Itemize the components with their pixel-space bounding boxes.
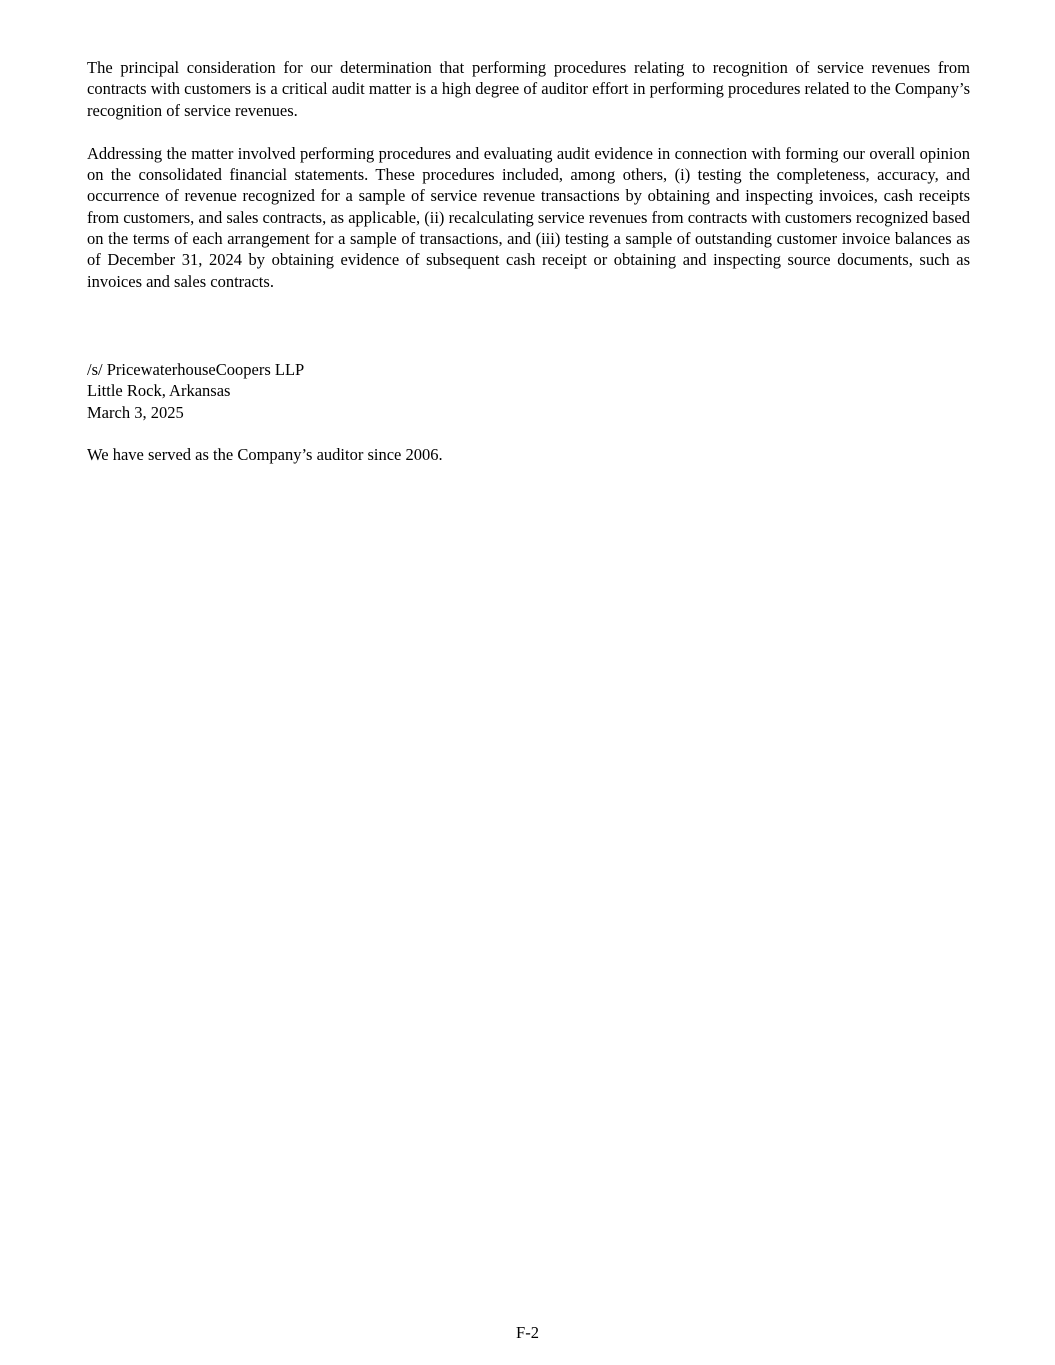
paragraph-critical-audit-matter-consideration: The principal consideration for our determination that performing procedures relating to recognition of service revenues from contracts with customers is a critical audit matter is a high degree of auditor effort in performing procedures related to the Company’s recognition of service revenues. xyxy=(87,58,970,120)
page-content xyxy=(0,0,1055,465)
auditor-tenure-note: We have served as the Company’s auditor since 2006. xyxy=(87,444,443,464)
page-number: F-2 xyxy=(516,1322,539,1342)
signature-block xyxy=(87,359,970,423)
paragraph-addressing-the-matter: Addressing the matter involved performing procedures and evaluating audit evidence in connection with forming our overall opinion on the consolidated financial statements. These procedures included, among others, (i) testing the completeness, accuracy, and occurrence of revenue recognized for a sample of service revenue transactions by obtaining and inspecting invoices, cash receipts from customers, and sales contracts, as applicable, (ii) recalculating service revenues from contracts with customers recognized based on the terms of each arrangement for a sample of transactions, and (iii) testing a sample of outstanding customer invoice balances as of December 31, 2024 by obtaining evidence of subsequent cash receipt or obtaining and inspecting source documents, such as invoices and sales contracts. xyxy=(87,143,970,291)
auditor-location: Little Rock, Arkansas xyxy=(87,381,231,401)
report-date: March 3, 2025 xyxy=(87,402,184,422)
auditor-signature: /s/ PricewaterhouseCoopers LLP xyxy=(87,359,305,379)
